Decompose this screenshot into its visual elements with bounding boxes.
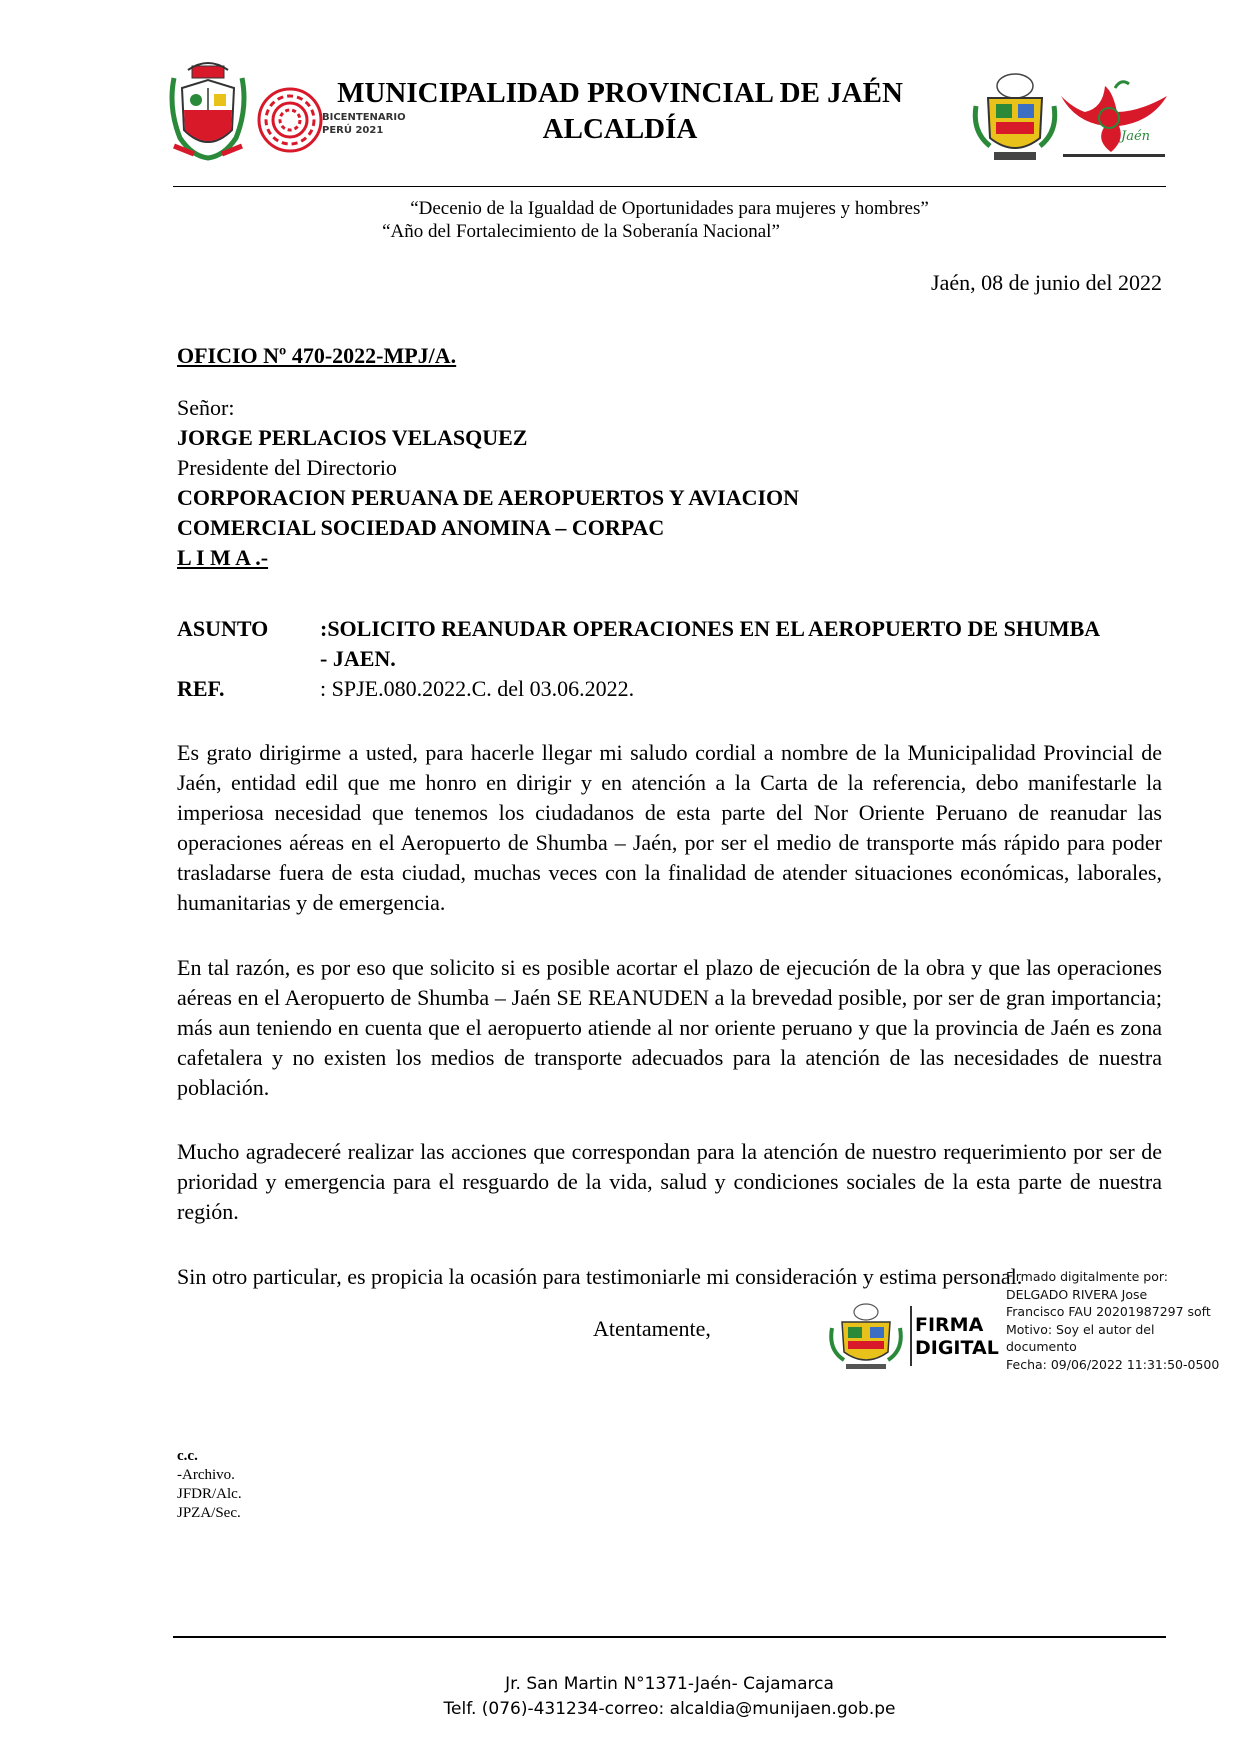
year-motto: “Año del Fortalecimiento de la Soberanía Nacional” [382, 221, 780, 242]
asunto-label: ASUNTO [177, 616, 269, 641]
header-rule [173, 186, 1166, 187]
firma-digital-label: FIRMA DIGITAL [915, 1314, 999, 1359]
decade-motto: “Decenio de la Igualdad de Oportunidades para mujeres y hombres” [410, 198, 929, 219]
ref-text: : SPJE.080.2022.C. del 03.06.2022. [320, 676, 635, 701]
closing: Atentamente, [593, 1316, 711, 1341]
recipient-block [177, 393, 799, 573]
asunto-text: :SOLICITO REANUDAR OPERACIONES EN EL AEROPUERTO DE SHUMBA - JAEN. [320, 616, 1101, 671]
salutation: Señor: [177, 395, 235, 420]
cc-item: JFDR/Alc. [177, 1486, 242, 1502]
footer-rule [173, 1636, 1166, 1638]
jaen-logo-text: Jaén [1121, 129, 1151, 144]
bicentenario-label: BICENTENARIO PERÚ 2021 [322, 112, 406, 136]
recipient-city: L I M A .- [177, 545, 269, 570]
municipality-title: MUNICIPALIDAD PROVINCIAL DE JAÉN ALCALDÍA [337, 77, 903, 145]
recipient-name: JORGE PERLACIOS VELASQUEZ [177, 425, 528, 450]
recipient-org-line2: COMERCIAL SOCIEDAD ANOMINA – CORPAC [177, 515, 665, 540]
jaen-bicentenary-bird-logo [1055, 78, 1173, 160]
body-paragraph-3: Mucho agradeceré realizar las acciones que correspondan para la atención de nuestro requerimiento por ser de prioridad y emergencia para el resguardo de la vida, salud y condiciones sociales de la esta parte de nuestra región. [177, 1139, 1162, 1224]
cc-label: c.c. [177, 1448, 198, 1464]
recipient-position: Presidente del Directorio [177, 455, 397, 480]
ref-label: REF. [177, 676, 225, 701]
peru-coat-of-arms-logo [168, 58, 248, 164]
jaen-shield-logo [970, 72, 1060, 164]
firma-digital-seal-icon [826, 1302, 906, 1372]
cc-item: -Archivo. [177, 1467, 235, 1483]
body-paragraph-1: Es grato dirigirme a usted, para hacerle llegar mi saludo cordial a nombre de la Municipalidad Provincial de Jaén, entidad edil que me honro en dirigir y en atención a la Carta de la referencia, debo manifestarle la imperiosa necesidad que tenemos los ciudadanos de esta parte del Nor Oriente Peruano de reanudar las operaciones aéreas en el Aeropuerto de Shumba – Jaén, por ser el medio de transporte más rápido para poder trasladarse fuera de esta ciudad, muchas veces con la finalidad de atender situaciones económicas, laborales, humanitarias y de emergencia. [177, 740, 1162, 915]
firma-digital-divider [910, 1306, 912, 1366]
recipient-org-line1: CORPORACION PERUANA DE AEROPUERTOS Y AVIACION [177, 485, 800, 510]
digital-signature-details: Firmado digitalmente por: DELGADO RIVERA Jose Francisco FAU 20201987297 soft Motivo: Soy el autor del documento Fecha: 09/06/2022 11:31:50-0500 [1006, 1269, 1220, 1372]
oficio-number: OFICIO Nº 470-2022-MPJ/A. [177, 343, 457, 368]
body-paragraph-4: Sin otro particular, es propicia la ocasión para testimoniarle mi consideración y estima personal. [177, 1264, 1023, 1289]
footer-address: Jr. San Martin N°1371-Jaén- Cajamarca Telf. (076)-431234-correo: alcaldia@munijaen.gob.pe [443, 1674, 896, 1719]
cc-block [177, 1447, 242, 1523]
cc-item: JPZA/Sec. [177, 1505, 241, 1521]
body-paragraph-2: En tal razón, es por eso que solicito si es posible acortar el plazo de ejecución de la obra y que las operaciones aéreas en el Aeropuerto de Shumba – Jaén SE REANUDEN a la brevedad posible, por ser de gran importancia; más aun teniendo en cuenta que el aeropuerto atiende al nor oriente peruano y que la provincia de Jaén es zona cafetalera y no existen los medios de transporte adecuados para la atención de las necesidades de nuestra población. [177, 955, 1162, 1100]
letter-date: Jaén, 08 de junio del 2022 [931, 270, 1162, 295]
